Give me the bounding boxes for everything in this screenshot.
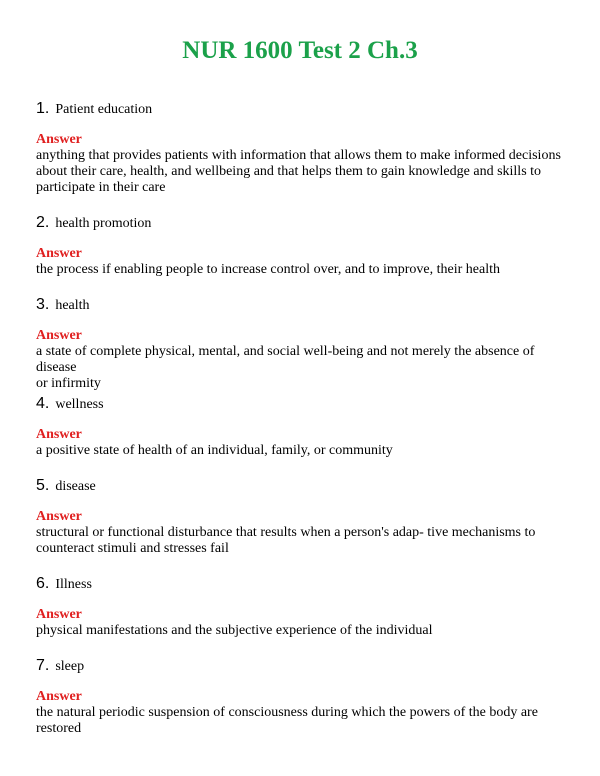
- question-line: [36, 655, 576, 677]
- question-line: [36, 294, 576, 316]
- answer-label: Answer: [36, 509, 82, 524]
- question-number: 5.: [36, 477, 50, 494]
- document-title: NUR 1600 Test 2 Ch.3: [182, 37, 418, 64]
- answer-text: a positive state of health of an individual, family, or community: [36, 443, 393, 458]
- answer-text: physical manifestations and the subjective experience of the individual: [36, 623, 433, 638]
- answer-label: Answer: [36, 328, 82, 343]
- answer-text: structural or functional disturbance that results when a person's adap- tive mechanisms to counteract stimuli and stresses fail: [36, 525, 536, 556]
- question-number: 6.: [36, 575, 50, 592]
- qa-item: [36, 475, 576, 557]
- answer-label: Answer: [36, 689, 82, 704]
- question-term: wellness: [55, 397, 104, 412]
- question-term: sleep: [55, 659, 85, 674]
- qa-item: [36, 98, 576, 196]
- answer-label: Answer: [36, 246, 82, 261]
- question-line: [36, 212, 576, 234]
- question-line: [36, 393, 576, 415]
- question-number: 4.: [36, 395, 50, 412]
- qa-item: [36, 573, 576, 639]
- question-number: 3.: [36, 296, 50, 313]
- answer-text: anything that provides patients with information that allows them to make informed decisions about their care, health, and wellbeing and that helps them to gain knowledge and skills to participate in their care: [36, 148, 561, 195]
- answer-text: the natural periodic suspension of consciousness during which the powers of the body are restored: [36, 705, 538, 736]
- question-number: 7.: [36, 657, 50, 674]
- qa-item: [36, 212, 576, 278]
- question-line: [36, 98, 576, 120]
- question-term: Illness: [55, 577, 92, 592]
- question-number: 2.: [36, 214, 50, 231]
- answer-label: Answer: [36, 607, 82, 622]
- question-line: [36, 573, 576, 595]
- answer-text: the process if enabling people to increase control over, and to improve, their health: [36, 262, 501, 277]
- question-term: health promotion: [55, 216, 152, 231]
- qa-item: [36, 294, 576, 392]
- question-term: disease: [55, 479, 96, 494]
- qa-item: [36, 655, 576, 737]
- answer-label: Answer: [36, 132, 82, 147]
- answer-text: a state of complete physical, mental, and social well-being and not merely the absence of disease or infirmity: [36, 344, 535, 391]
- qa-item: [36, 393, 576, 459]
- question-number: 1.: [36, 100, 50, 117]
- question-term: Patient education: [55, 102, 153, 117]
- answer-label: Answer: [36, 427, 82, 442]
- question-term: health: [55, 298, 90, 313]
- question-line: [36, 475, 576, 497]
